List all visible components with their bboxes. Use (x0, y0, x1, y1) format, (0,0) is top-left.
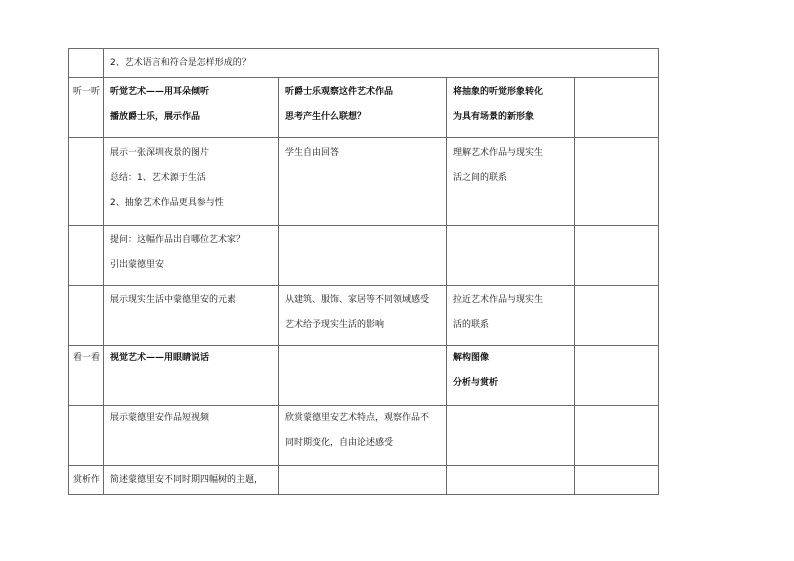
student-activity-cell (279, 78, 447, 138)
student-activity-cell (279, 286, 447, 346)
student-activity-cell (279, 466, 447, 495)
question-cell (104, 49, 659, 78)
teacher-activity-cell (104, 226, 279, 286)
student-activity-cell (279, 226, 447, 286)
cell-line: 思考产生什么联想？ (285, 112, 367, 122)
cell-line: 展示现实生活中蒙德里安的元素 (110, 295, 237, 305)
stage-label: 听一听 (73, 87, 101, 97)
intent-cell (447, 346, 575, 406)
teacher-activity-cell (104, 406, 279, 466)
empty-cell (575, 78, 659, 138)
cell-line: 为具有场景的新形象 (453, 112, 535, 122)
teacher-activity-cell (104, 466, 279, 495)
cell-line: 拉近艺术作品与现实生 (453, 295, 544, 305)
cell-line: 展示蒙德里安作品短视频 (110, 413, 210, 423)
intent-cell (447, 226, 575, 286)
intent-cell (447, 286, 575, 346)
table-row (69, 346, 659, 406)
empty-cell (575, 226, 659, 286)
table-row (69, 226, 659, 286)
stage-cell (69, 286, 104, 346)
cell-line: 简述蒙德里安不同时期四幅树的主题， (110, 475, 264, 485)
stage-cell (69, 49, 104, 78)
student-activity-cell (279, 138, 447, 226)
cell-line: 活之间的联系 (453, 173, 508, 183)
cell-line: 活的联系 (453, 320, 490, 330)
table-row (69, 49, 659, 78)
table-row (69, 138, 659, 226)
lesson-plan-table (68, 48, 659, 495)
table-row (69, 406, 659, 466)
empty-cell (575, 466, 659, 495)
cell-line: 理解艺术作品与现实生 (453, 148, 544, 158)
table-row (69, 286, 659, 346)
teacher-activity-cell (104, 78, 279, 138)
cell-line: 播放爵士乐，展示作品 (110, 112, 201, 122)
intent-cell (447, 138, 575, 226)
table-row (69, 466, 659, 495)
cell-line: 艺术给予现实生活的影响 (285, 320, 385, 330)
stage-cell (69, 138, 104, 226)
cell-line: 提问：这幅作品出自哪位艺术家？ (110, 235, 246, 245)
teacher-activity-cell (104, 286, 279, 346)
empty-cell (575, 138, 659, 226)
cell-line: 欣赏蒙德里安艺术特点，观察作品不 (285, 413, 430, 423)
cell-line: 解构图像 (453, 353, 490, 363)
empty-cell (575, 286, 659, 346)
intent-cell (447, 466, 575, 495)
cell-line: 分析与赏析 (453, 378, 499, 388)
cell-line: 引出蒙德里安 (110, 260, 165, 270)
cell-line: 总结：1、艺术源于生活 (110, 173, 206, 183)
empty-cell (575, 406, 659, 466)
stage-cell (69, 78, 104, 138)
cell-line: 将抽象的听觉形象转化 (453, 87, 544, 97)
stage-cell (69, 346, 104, 406)
teacher-activity-cell (104, 346, 279, 406)
cell-line: 听爵士乐观察这件艺术作品 (285, 87, 394, 97)
cell-line: 从建筑、服饰、家居等不同领域感受 (285, 295, 430, 305)
empty-cell (575, 346, 659, 406)
student-activity-cell (279, 346, 447, 406)
teacher-activity-cell (104, 138, 279, 226)
stage-cell (69, 406, 104, 466)
cell-line: 展示一张深圳夜景的图片 (110, 148, 210, 158)
stage-label: 赏析作 (73, 475, 101, 485)
cell-line: 视觉艺术——用眼睛说话 (110, 353, 210, 363)
cell-line: 2、艺术语言和符合是怎样形成的？ (110, 58, 251, 68)
intent-cell (447, 406, 575, 466)
stage-cell (69, 226, 104, 286)
student-activity-cell (279, 406, 447, 466)
stage-label: 看一看 (73, 353, 101, 363)
table-row (69, 78, 659, 138)
cell-line: 2、抽象艺术作品更具参与性 (110, 198, 224, 208)
cell-line: 学生自由回答 (285, 148, 340, 158)
intent-cell (447, 78, 575, 138)
cell-line: 听觉艺术——用耳朵倾听 (110, 87, 210, 97)
stage-cell (69, 466, 104, 495)
cell-line: 同时期变化，自由论述感受 (285, 438, 394, 448)
